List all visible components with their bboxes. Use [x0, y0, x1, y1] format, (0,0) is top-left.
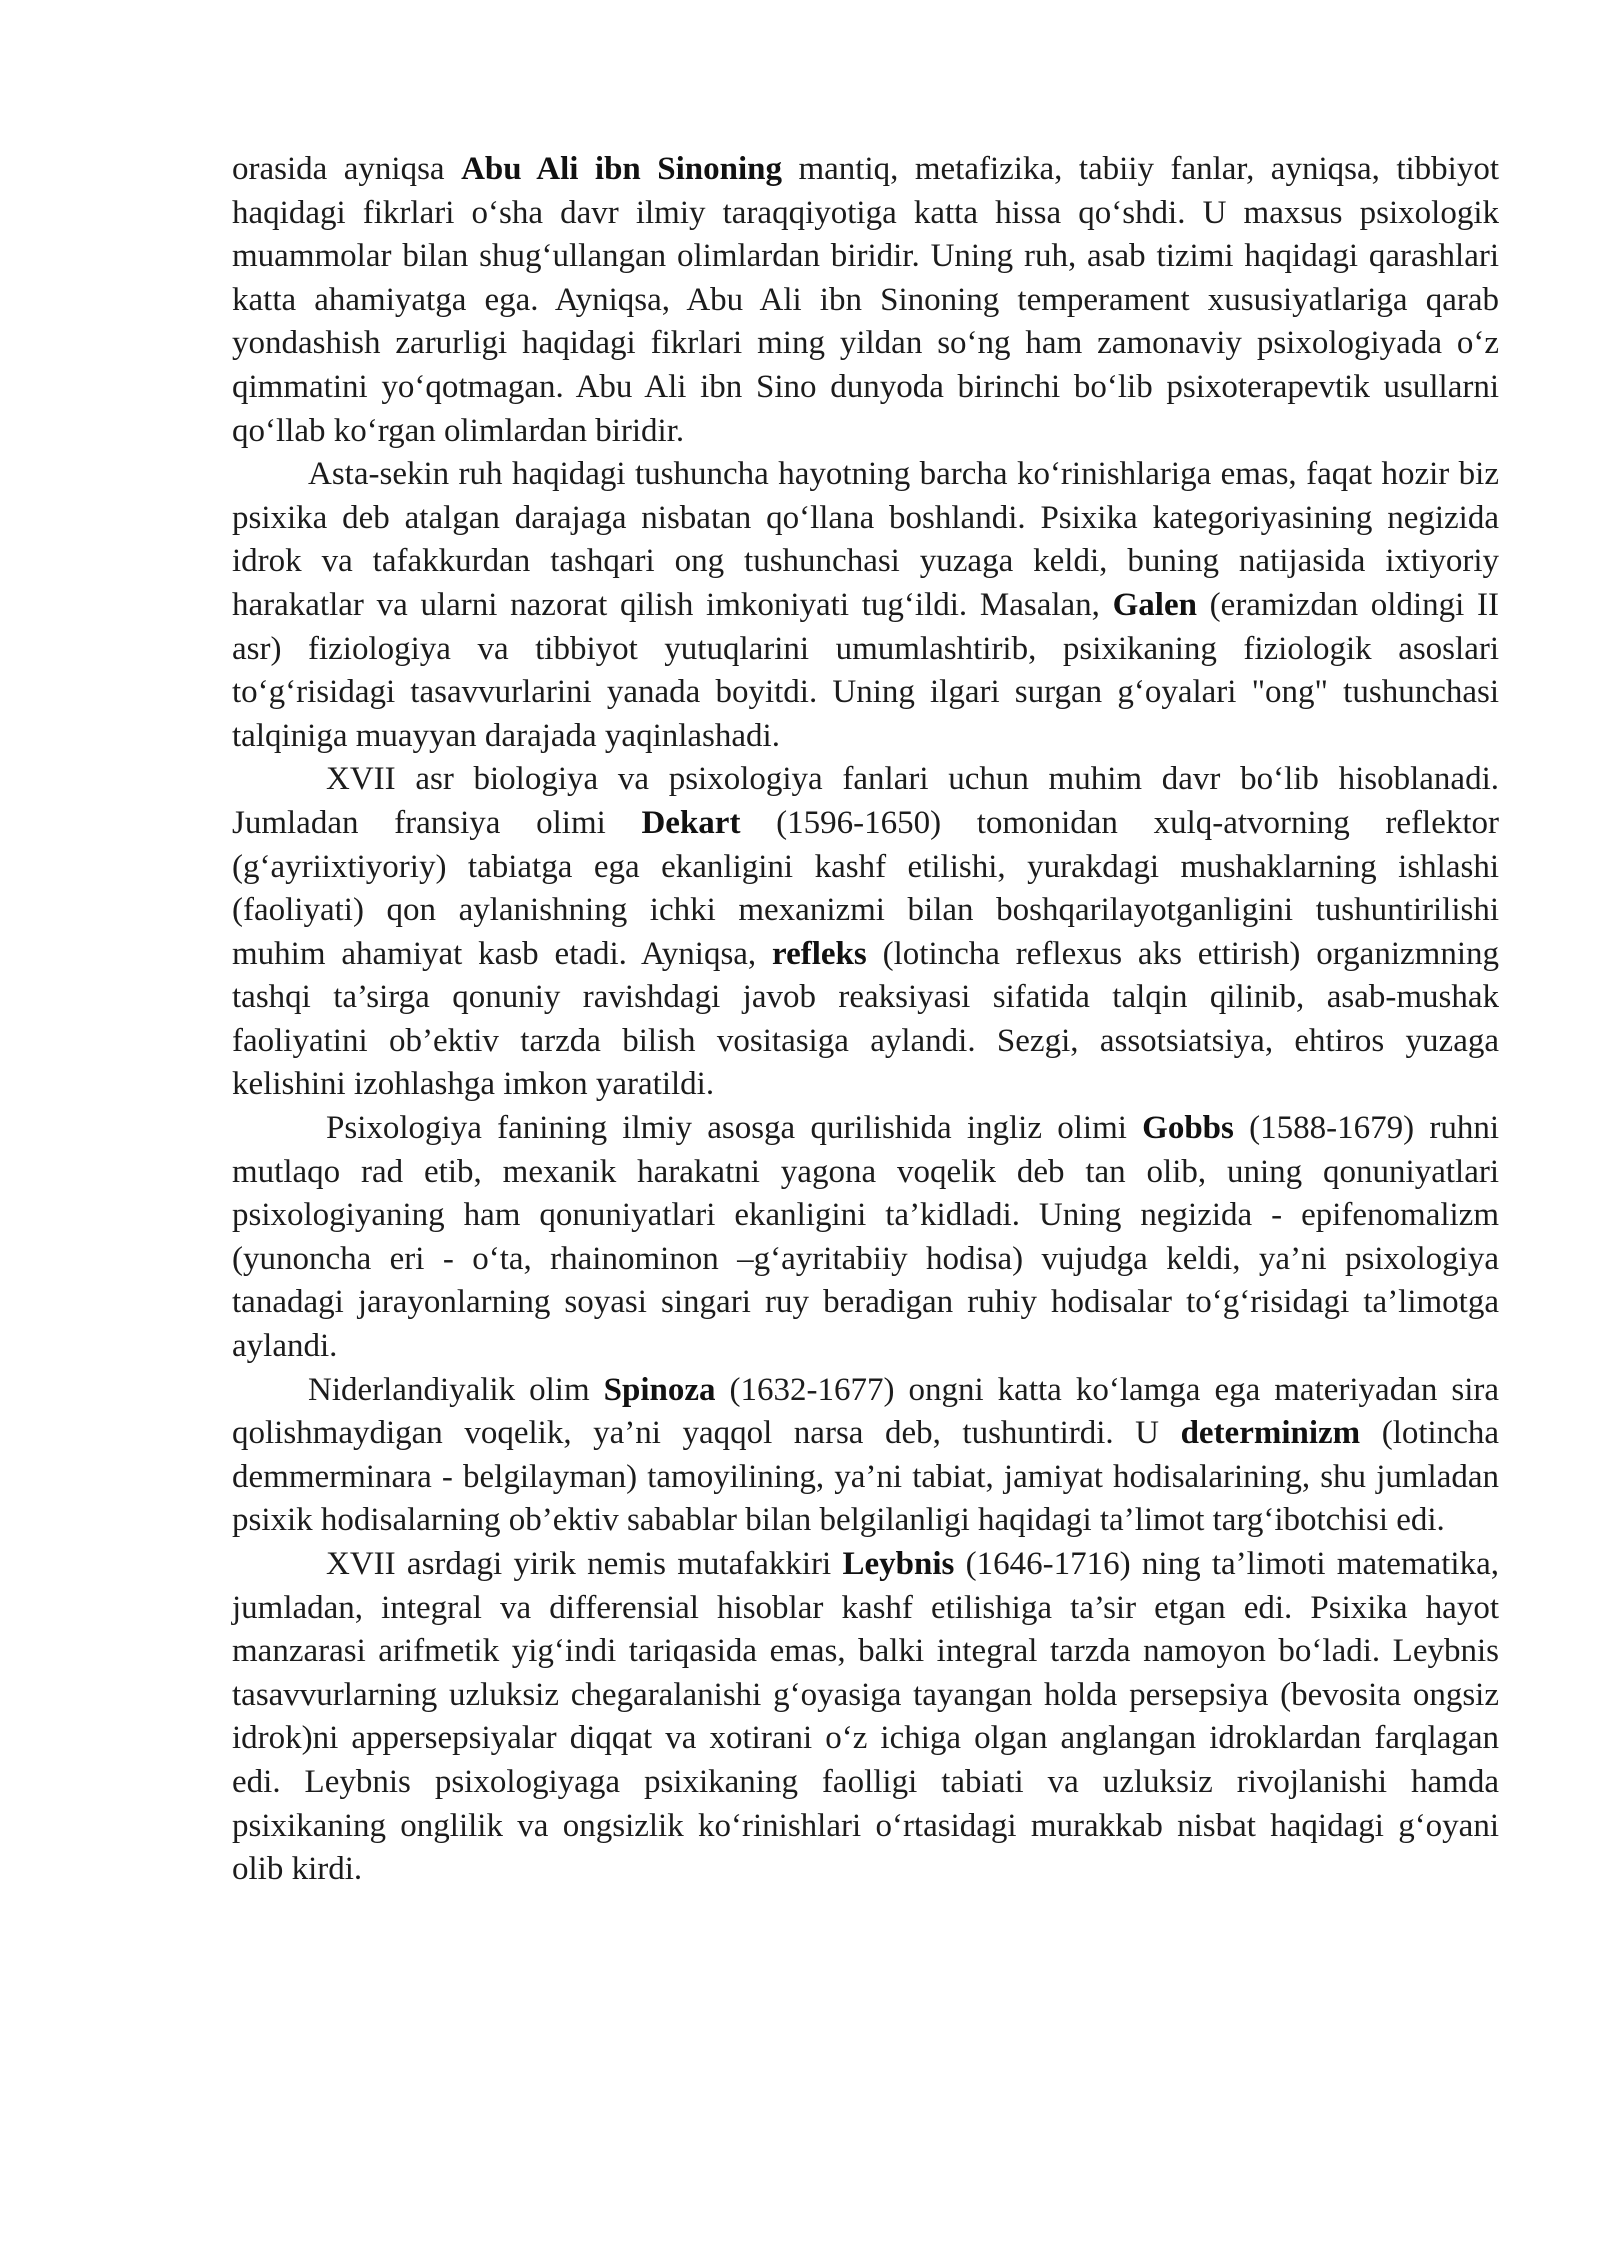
text-segment: (lotincha demmerminara - belgilayman) tamoyilining, ya’ni tabiat, jamiyat hodisalarining, shu jumladan psixik hodisalarning ob’ektiv sabablar bilan belgilanligi haqidagi ta’limot targ‘ibotchisi edi.	[232, 1415, 1499, 1539]
bold-term-abu-ali-ibn-sinoning: Abu Ali ibn Sinoning	[461, 151, 782, 187]
paragraph-ibn-sino	[232, 148, 1499, 453]
text-segment: (eramizdan oldingi II asr) fiziologiya va tibbiyot yutuqlarini umumlashtirib, psixikaning fiziologik asoslari to‘g‘risidagi tasavvurlarini yanada boyitdi. Uning ilgari surgan g‘oyalari "ong" tushunchasi talqiniga muayyan darajada yaqinlashadi.	[232, 586, 1499, 754]
text-segment: XVII asr biologiya va psixologiya fanlari uchun muhim davr bo‘lib hisoblanadi. Jumladan fransiya olimi	[232, 761, 1499, 841]
bold-term-dekart: Dekart	[641, 804, 741, 841]
text-segment: XVII asrdagi yirik nemis mutafakkiri	[326, 1546, 843, 1582]
text-segment: (1646-1716) ning ta’limoti matematika, jumladan, integral va differensial hisoblar kashf etilishiga ta’sir etgan edi. Psixika hayot manzarasi arifmetik yig‘indi tariqasida emas, balki integral tarzda namoyon bo‘ladi. Leybnis tasavvurlarning uzluksiz chegaralanishi g‘oyasiga tayangan holda persepsiya (bevosita ongsiz idrok)ni appersepsiyalar diqqat va xotirani o‘z ichiga olgan anglangan idroklardan farqlagan edi. Leybnis psixologiyaga psixikaning faolligi tabiati va uzluksiz rivojlanishi hamda psixikaning onglilik va ongsizlik ko‘rinishlari o‘rtasidagi murakkab nisbat haqidagi g‘oyani olib kirdi.	[232, 1546, 1499, 1888]
bold-term-refleks: refleks	[772, 935, 867, 972]
text-segment: Niderlandiyalik olim	[308, 1371, 604, 1408]
paragraph-galen	[232, 453, 1499, 758]
text-segment: Asta-sekin ruh haqidagi tushuncha hayotning barcha ko‘rinishlariga emas, faqat hozir biz psixika deb atalgan darajaga nisbatan qo‘llana boshlandi. Psixika kategoriyasining negizida idrok va tafakkurdan tashqari ong tushunchasi yuzaga keldi, buning natijasida ixtiyoriy harakatlar va ularni nazorat qilish imkoniyati tug‘ildi. Masalan,	[232, 456, 1499, 623]
text-segment: orasida ayniqsa	[232, 151, 462, 187]
text-segment: (1588-1679) ruhni mutlaqo rad etib, mexanik harakatni yagona voqelik deb tan olib, uning qonuniyatlari psixologiyaning ham qonuniyatlari ekanligini ta’kidladi. Uning negizida - epifenomalizm (yunoncha eri - o‘ta, rhainominon –g‘ayritabiiy hodisa) vujudga keldi, ya’ni psixologiya tanadagi jarayonlarning soyasi singari ruy beradigan ruhiy hodisalar to‘g‘risidagi ta’limotga aylandi.	[232, 1110, 1499, 1365]
document-body	[232, 148, 1499, 1892]
text-segment: (lotincha reflexus aks ettirish) organizmning tashqi ta’sirga qonuniy ravishdagi javob reaksiyasi sifatida talqin qilinib, asab-mushak faoliyatini ob’ektiv tarzda bilish vositasiga aylandi. Sezgi, assotsiatsiya, ehtiros yuzaga kelishini izohlashga imkon yaratildi.	[232, 935, 1499, 1103]
text-segment: (1596-1650) tomonidan xulq-atvorning reflektor (g‘ayriixtiyoriy) tabiatga ega ekanligini kashf etilishi, yurakdagi mushaklarning ishlashi (faoliyati) qon aylanishning ichki mexanizmi bilan boshqarilayotganligini tushuntirilishi muhim ahamiyat kasb etadi. Ayniqsa,	[232, 804, 1499, 972]
bold-term-gobbs: Gobbs	[1142, 1110, 1234, 1147]
paragraph-leybnis	[232, 1543, 1499, 1892]
text-segment: mantiq, metafizika, tabiiy fanlar, ayniqsa, tibbiyot haqidagi fikrlari o‘sha davr ilmiy taraqqiyotiga katta hissa qo‘shdi. U maxsus psixologik muammolar bilan shug‘ullangan olimlardan biridir. Uning ruh, asab tizimi haqidagi qarashlari katta ahamiyatga ega. Ayniqsa, Abu Ali ibn Sinoning temperament xususiyatlariga qarab yondashish zarurligi haqidagi fikrlari ming yildan so‘ng ham zamonaviy psixologiyada o‘z qimmatini yo‘qotmagan. Abu Ali ibn Sino dunyoda birinchi bo‘lib psixoterapevtik usullarni qo‘llab ko‘rgan olimlardan biridir.	[232, 151, 1500, 449]
text-segment: (1632-1677) ongni katta ko‘lamga ega materiyadan sira qolishmaydigan voqelik, ya’ni yaqqol narsa deb, tushuntirdi. U	[232, 1371, 1499, 1452]
paragraph-spinoza	[232, 1369, 1499, 1543]
paragraph-dekart	[232, 758, 1499, 1107]
bold-term-spinoza: Spinoza	[603, 1371, 716, 1408]
text-segment: Psixologiya fanining ilmiy asosga qurilishida ingliz olimi	[326, 1110, 1143, 1147]
bold-term-galen: Galen	[1112, 586, 1197, 623]
bold-term-leybnis: Leybnis	[842, 1546, 955, 1582]
bold-term-determinizm: determinizm	[1180, 1415, 1361, 1452]
paragraph-gobbs	[232, 1107, 1499, 1369]
